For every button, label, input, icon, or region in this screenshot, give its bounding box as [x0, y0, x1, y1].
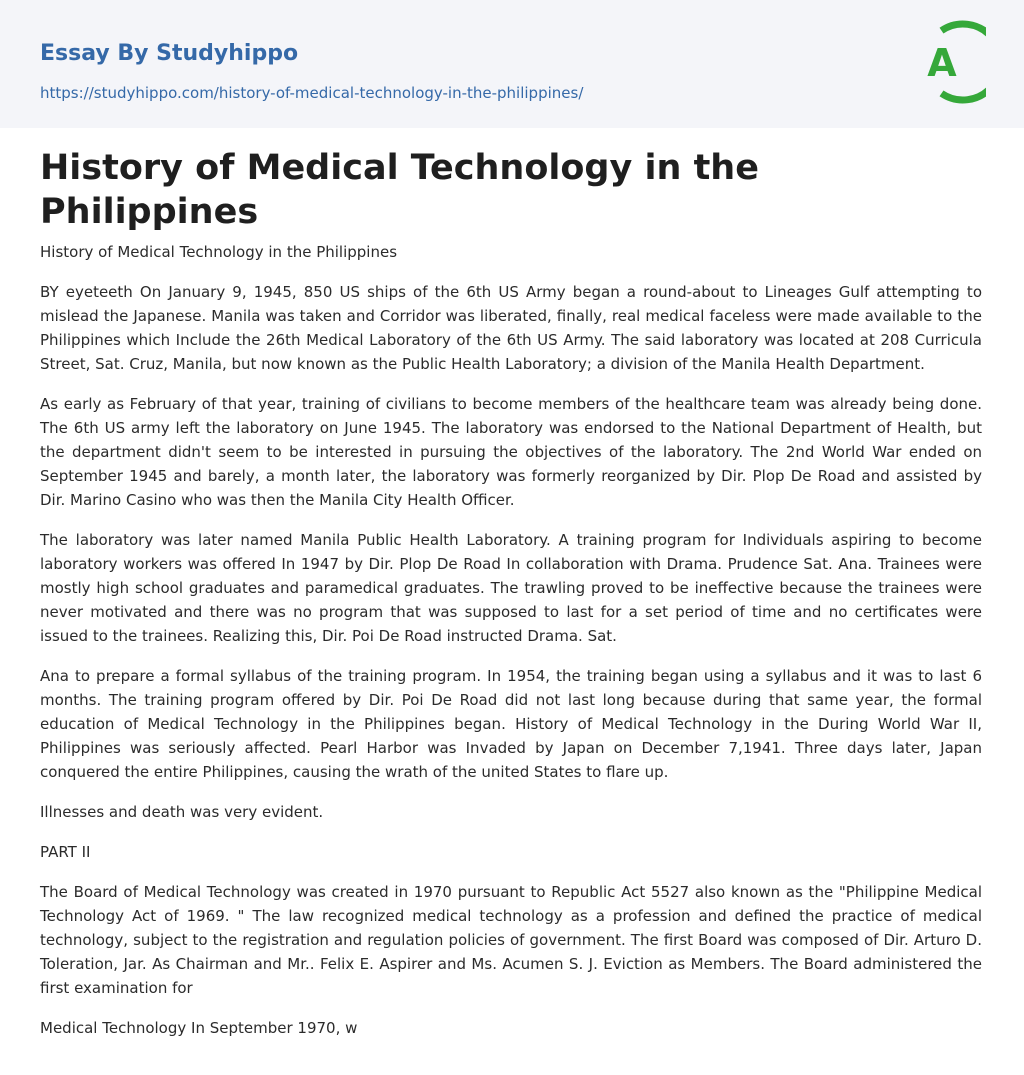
- paragraph: Ana to prepare a formal syllabus of the training program. In 1954, the training began using a syllabus and it was to last 6 months. The training program offered by Dir. Poi De Road did not last long because during that same year, the formal education of Medical Technology in the Philippines began. History of Medical Technology in the During World War II, Philippines was seriously affected. Pearl Harbor was Invaded by Japan on December 7,1941. Three days later, Japan conquered the entire Philippines, causing the wrath of the united States to flare up.: [40, 667, 982, 781]
- paragraph: Illnesses and death was very evident.: [40, 803, 324, 821]
- brand-name[interactable]: Essay By Studyhippo: [40, 41, 299, 66]
- section-heading: PART II: [40, 843, 91, 861]
- logo-letter: A: [927, 41, 957, 85]
- paragraph: The Board of Medical Technology was created in 1970 pursuant to Republic Act 5527 also known as the "Philippine Medical Technology Act of 1969. " The law recognized medical technology as a profession and defined the practice of medical technology, subject to the registration and regulation policies of government. The first Board was composed of Dir. Arturo D. Toleration, Jar. As Chairman and Mr.. Felix E. Aspirer and Ms. Acumen S. J. Eviction as Members. The Board administered the first examination for: [40, 883, 982, 997]
- paragraph: The laboratory was later named Manila Public Health Laboratory. A training program for Individuals aspiring to become laboratory workers was offered In 1947 by Dir. Plop De Road In collaboration with Drama. Prudence Sat. Ana. Trainees were mostly high school graduates and paramedical graduates. The trawling proved to be ineffective because the trainees were never motivated and there was no program that was supposed to last for a set period of time and no certificates were issued to the trainees. Realizing this, Dir. Poi De Road instructed Drama. Sat.: [40, 531, 982, 645]
- paragraph: BY eyeteeth On January 9, 1945, 850 US ships of the 6th US Army began a round-about to Lineages Gulf attempting to mislead the Japanese. Manila was taken and Corridor was liberated, finally, real medical faceless were made available to the Philippines which Include the 26th Medical Laboratory of the 6th US Army. The said laboratory was located at 208 Curricula Street, Sat. Cruz, Manila, but now known as the Public Health Laboratory; a division of the Manila Health Department.: [40, 283, 982, 373]
- paragraph: Medical Technology In September 1970, w: [40, 1019, 358, 1037]
- paragraph: As early as February of that year, training of civilians to become members of the healthcare team was already being done. The 6th US army left the laboratory on June 1945. The laboratory was endorsed to the National Department of Health, but the department didn't seem to be interested in pursuing the objectives of the laboratory. The 2nd World War ended on September 1945 and barely, a month later, the laboratory was formerly reorganized by Dir. Plop De Road and assisted by Dir. Marino Casino who was then the Manila City Health Officer.: [40, 395, 982, 509]
- studyhippo-logo-icon[interactable]: [916, 18, 986, 106]
- page-url-link[interactable]: https://studyhippo.com/history-of-medical-technology-in-the-philippines/: [40, 84, 584, 102]
- article-subtitle: History of Medical Technology in the Philippines: [40, 243, 398, 261]
- article: [0, 146, 1024, 1040]
- page-title: History of Medical Technology in the Philippines: [40, 148, 759, 232]
- site-header: [0, 0, 1024, 128]
